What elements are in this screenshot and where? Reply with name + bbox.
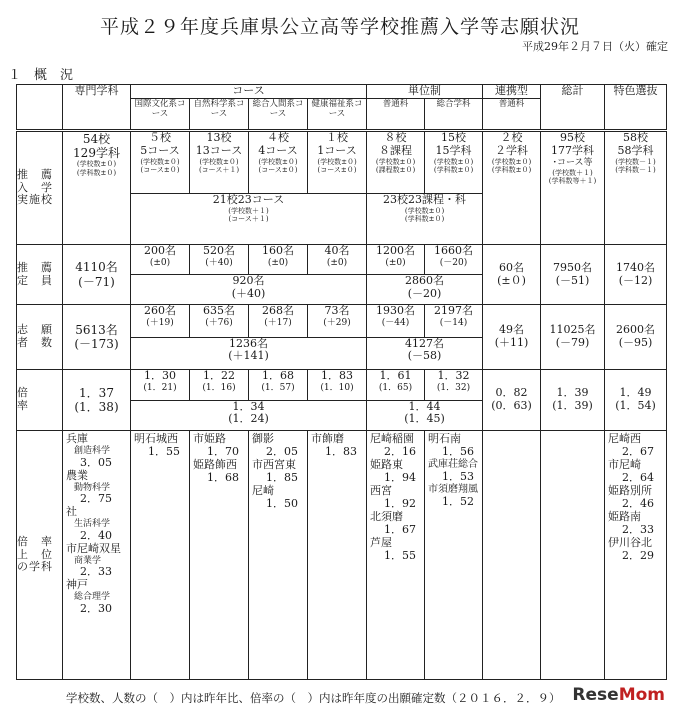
applicants-total: 11025名 (－79): [541, 305, 605, 370]
quota-course-sum: 920名 (＋40): [131, 275, 367, 305]
header-shizen: 自然科学系コース: [190, 99, 249, 131]
top-kokusai-list: 明石城西 1．55: [131, 431, 190, 680]
quota-senmon: 4110名 (－71): [63, 245, 131, 305]
page-title: 平成２９年度兵庫県公立高等学校推薦入学等志願状況: [99, 16, 580, 38]
resemom-logo: ReseMom: [569, 685, 668, 705]
header-sogo: 総合学科: [425, 99, 483, 131]
row-top-departments: [17, 431, 667, 680]
applicants-sogoningen: 268名 (＋17): [249, 305, 308, 338]
label-quota: 推 薦 定 員: [17, 245, 63, 305]
quota-sogoningen: 160名 (±0): [249, 245, 308, 275]
corner-cell: [17, 85, 63, 131]
row-schools: [17, 131, 667, 194]
quota-shizen: 520名 (＋40): [190, 245, 249, 275]
applicants-senmon: 5613名 (－173): [63, 305, 131, 370]
top-shizen-list: 市姫路 1．70 姫路飾西 1．68: [190, 431, 249, 680]
ratio-kenko: 1．83 (1．10): [308, 370, 367, 401]
ratio-sogo: 1．32 (1．32): [425, 370, 483, 401]
schools-tokushoku: 58校 58学科 (学校数－１) (学科数－１): [605, 131, 667, 245]
ratio-senmon: 1．37 (1．38): [63, 370, 131, 431]
header-renkei-futsu: 普通科: [483, 99, 541, 131]
schools-tanni-sum: 23校23課程・科 (学校数±０) (学科数±０): [367, 193, 483, 244]
ratio-total: 1．39 (1．39): [541, 370, 605, 431]
top-total-list: [541, 431, 605, 680]
header-tanni: 単位制: [367, 85, 483, 99]
applicants-tanni-sum: 4127名 (－58): [367, 337, 483, 370]
applicants-shizen: 635名 (＋76): [190, 305, 249, 338]
ratio-tokushoku: 1．49 (1．54): [605, 370, 667, 431]
ratio-futsu: 1．61 (1．65): [367, 370, 425, 401]
quota-tokushoku: 1740名 (－12): [605, 245, 667, 305]
list-item: 市尼崎双星: [66, 541, 121, 555]
header-total: 総計: [541, 85, 605, 131]
ratio-course-sum: 1．34 (1．24): [131, 400, 367, 431]
list-item: 神戸: [66, 578, 88, 592]
quota-tanni-sum: 2860名 (－20): [367, 275, 483, 305]
schools-senmon: 54校 129学科 (学校数±０) (学科数±０): [63, 131, 131, 245]
applicants-course-sum: 1236名 (＋141): [131, 337, 367, 370]
applicants-renkei: 49名 (＋11): [483, 305, 541, 370]
ratio-renkei: 0．82 (0．63): [483, 370, 541, 431]
schools-futsu: ８校 ８課程 (学校数±０) (課程数±０): [367, 131, 425, 194]
applicants-kenko: 73名 (＋29): [308, 305, 367, 338]
top-tokushoku-list: 尼崎西 2．67 市尼崎 2．64 姫路別所 2．46 姫路南 2．33 伊川谷北 2．29: [605, 431, 667, 680]
schools-total: 95校 177学科 ･コース等 (学校数＋１) (学科数等＋１): [541, 131, 605, 245]
applicants-sogo: 2197名 (－14): [425, 305, 483, 338]
schools-kenko: １校 1コース (学校数±０) (コース±０): [308, 131, 367, 194]
header-tokushoku: 特色選抜: [605, 85, 667, 131]
header-row-top: [17, 85, 667, 99]
applicants-futsu: 1930名 (－44): [367, 305, 425, 338]
header-course: コース: [131, 85, 367, 99]
ratio-kokusai: 1．30 (1．21): [131, 370, 190, 401]
label-ratio: 倍 率: [17, 370, 63, 431]
quota-total: 7950名 (－51): [541, 245, 605, 305]
footnote: 学校数、人数の（ ）内は昨年比、倍率の（ ）内は昨年度の出願確定数（２０１６．２．９）: [66, 691, 561, 705]
applicants-kokusai: 260名 (＋19): [131, 305, 190, 338]
top-kenko-list: 市飾磨 1．83: [308, 431, 367, 680]
application-status-table: [16, 84, 667, 680]
list-item: 農業: [66, 468, 88, 482]
header-kenko: 健康福祉系コース: [308, 99, 367, 131]
applicants-tokushoku: 2600名 (－95): [605, 305, 667, 370]
schools-renkei: ２校 ２学科 (学校数±０) (学科数±０): [483, 131, 541, 245]
schools-sogoningen: ４校 4コース (学校数±０) (コース±０): [249, 131, 308, 194]
header-renkei: 連携型: [483, 85, 541, 99]
row-quota: [17, 245, 667, 275]
top-sogo-list: 明石南 1．56 武庫荘総合 1．53 市須磨翔風 1．52: [425, 431, 483, 680]
quota-kenko: 40名 (±0): [308, 245, 367, 275]
ratio-sogoningen: 1．68 (1．57): [249, 370, 308, 401]
schools-sogo: 15校 15学科 (学校数±０) (学科数±０): [425, 131, 483, 194]
row-ratio: [17, 370, 667, 401]
quota-sogo: 1660名 (－20): [425, 245, 483, 275]
header-futsu: 普通科: [367, 99, 425, 131]
top-futsu-list: 尼崎稲園 2．16 姫路東 1．94 西宮 1．92 北須磨 1．67 芦屋 1．55: [367, 431, 425, 680]
label-applicants: 志 願 者 数: [17, 305, 63, 370]
ratio-tanni-sum: 1．44 (1．45): [367, 400, 483, 431]
schools-course-sum: 21校23コース (学校数＋１) (コース＋１): [131, 193, 367, 244]
top-sogoningen-list: 御影 2．05 市西宮東 1．85 尼崎 1．50: [249, 431, 308, 680]
label-top: 倍 率 上 位 の学科: [17, 431, 63, 680]
schools-shizen: 13校 13コース (学校数±０) (コース＋１): [190, 131, 249, 194]
header-senmon: 専門学科: [63, 85, 131, 131]
top-renkei-list: [483, 431, 541, 680]
quota-renkei: 60名 (±０): [483, 245, 541, 305]
header-sogoningen: 総合人間系コース: [249, 99, 308, 131]
label-schools: 推 薦 入 学 実施校: [17, 131, 63, 245]
list-item: 兵庫: [66, 432, 88, 445]
ratio-shizen: 1．22 (1．16): [190, 370, 249, 401]
schools-kokusai: ５校 5コース (学校数±０) (コース±０): [131, 131, 190, 194]
confirmation-date: 平成29年２月７日（火）確定: [522, 40, 668, 53]
quota-futsu: 1200名 (±0): [367, 245, 425, 275]
header-kokusai: 国際文化系コース: [131, 99, 190, 131]
list-item: 社: [66, 505, 77, 519]
quota-kokusai: 200名 (±0): [131, 245, 190, 275]
top-senmon-list: 兵庫 創造科学 3．05 農業 動物科学 2．75 社 生活科学 2．40 市尼崎双星 商業学 2．33 神戸 総合理学 2．30: [63, 431, 131, 680]
section-heading: １ 概 況: [8, 68, 74, 83]
row-applicants: [17, 305, 667, 338]
